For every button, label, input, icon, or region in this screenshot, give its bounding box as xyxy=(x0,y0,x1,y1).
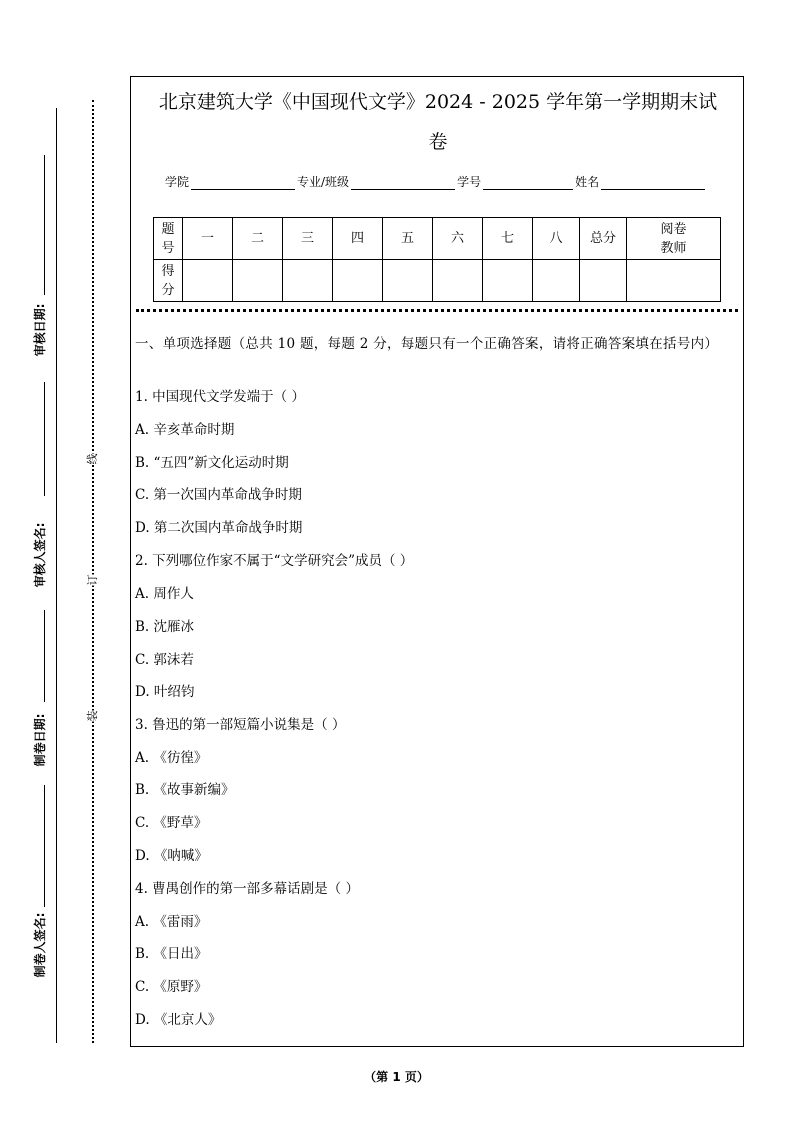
col-header: 六 xyxy=(433,218,483,260)
col-header: 三 xyxy=(283,218,333,260)
exam-title-continued: 卷 xyxy=(428,131,448,153)
option-b[interactable]: B. 沈雁冰 xyxy=(135,619,195,635)
question-stem: 3. 鲁迅的第一部短篇小说集是（ ） xyxy=(135,717,346,733)
option-c[interactable]: C. 第一次国内革命战争时期 xyxy=(135,487,302,503)
score-cell[interactable] xyxy=(183,260,233,302)
option-a[interactable]: A. 《雷雨》 xyxy=(135,914,208,930)
exam-frame xyxy=(130,76,744,1047)
maker-sign-blank xyxy=(44,785,45,907)
student-id-blank[interactable] xyxy=(483,175,573,190)
option-c[interactable]: C. 《原野》 xyxy=(135,979,208,995)
field-label-college: 学院 xyxy=(165,175,190,189)
field-label-major-class: 专业/班级 xyxy=(297,175,350,189)
make-date-blank xyxy=(44,610,45,702)
option-a[interactable]: A. 周作人 xyxy=(135,586,194,602)
col-header: 一 xyxy=(183,218,233,260)
score-cell[interactable] xyxy=(433,260,483,302)
student-info-row xyxy=(165,174,707,190)
row-label-question-no: 题号 xyxy=(154,218,183,260)
binding-mark-line: 线 xyxy=(86,453,99,465)
binding-mark-bind: 装 xyxy=(86,710,99,722)
question-stem: 4. 曹禺创作的第一部多幕话剧是（ ） xyxy=(135,881,359,897)
field-label-student-id: 学号 xyxy=(457,175,482,189)
option-b[interactable]: B. “五四”新文化运动时期 xyxy=(135,455,289,471)
score-table-score-row xyxy=(154,260,721,302)
option-c[interactable]: C. 郭沫若 xyxy=(135,652,194,668)
option-d[interactable]: D. 《北京人》 xyxy=(135,1012,222,1028)
col-header: 二 xyxy=(233,218,283,260)
audit-date-label: 审核日期: xyxy=(33,303,47,357)
option-d[interactable]: D. 第二次国内革命战争时期 xyxy=(135,520,303,536)
col-header: 四 xyxy=(333,218,383,260)
score-cell[interactable] xyxy=(283,260,333,302)
score-cell[interactable] xyxy=(533,260,580,302)
col-header: 八 xyxy=(533,218,580,260)
col-header: 五 xyxy=(383,218,433,260)
score-cell[interactable] xyxy=(483,260,533,302)
auditor-sign-label: 审核人签名: xyxy=(33,522,47,588)
col-header-total: 总分 xyxy=(580,218,627,260)
binding-solid-line xyxy=(56,108,57,1043)
make-date-label: 制卷日期: xyxy=(33,713,47,767)
auditor-sign-blank xyxy=(44,382,45,496)
row-label-score: 得分 xyxy=(154,260,183,302)
score-cell[interactable] xyxy=(383,260,433,302)
score-table xyxy=(153,217,721,302)
score-cell[interactable] xyxy=(333,260,383,302)
exam-title: 北京建筑大学《中国现代文学》2024 - 2025 学年第一学期期末试 xyxy=(158,91,718,113)
option-c[interactable]: C. 《野草》 xyxy=(135,815,208,831)
option-a[interactable]: A. 辛亥革命时期 xyxy=(135,422,235,438)
score-cell-grader[interactable] xyxy=(627,260,721,302)
option-b[interactable]: B. 《故事新编》 xyxy=(135,782,235,798)
name-blank[interactable] xyxy=(601,175,705,190)
option-d[interactable]: D. 叶绍钧 xyxy=(135,684,195,700)
maker-sign-label: 制卷人签名: xyxy=(33,912,47,978)
binding-mark-staple: 订 xyxy=(86,574,99,586)
question-stem: 2. 下列哪位作家不属于“文学研究会”成员（ ） xyxy=(135,553,414,569)
col-header: 七 xyxy=(483,218,533,260)
question-stem: 1. 中国现代文学发端于（ ） xyxy=(135,389,305,405)
option-a[interactable]: A. 《彷徨》 xyxy=(135,750,208,766)
major-class-blank[interactable] xyxy=(351,175,455,190)
field-label-name: 姓名 xyxy=(575,175,600,189)
college-blank[interactable] xyxy=(191,175,295,190)
score-cell-total[interactable] xyxy=(580,260,627,302)
score-cell[interactable] xyxy=(233,260,283,302)
audit-date-blank xyxy=(44,155,45,295)
col-header-grader: 阅卷教师 xyxy=(627,218,721,260)
dotted-separator xyxy=(136,309,738,312)
page-number: （第 1 页） xyxy=(364,1070,429,1084)
section-heading: 一、单项选择题（总共 10 题，每题 2 分，每题只有一个正确答案，请将正确答案填在括号内） xyxy=(135,336,719,352)
score-table-header-row xyxy=(154,218,721,260)
option-b[interactable]: B. 《日出》 xyxy=(135,946,208,962)
option-d[interactable]: D. 《呐喊》 xyxy=(135,848,208,864)
binding-dotted-line xyxy=(92,100,94,1043)
